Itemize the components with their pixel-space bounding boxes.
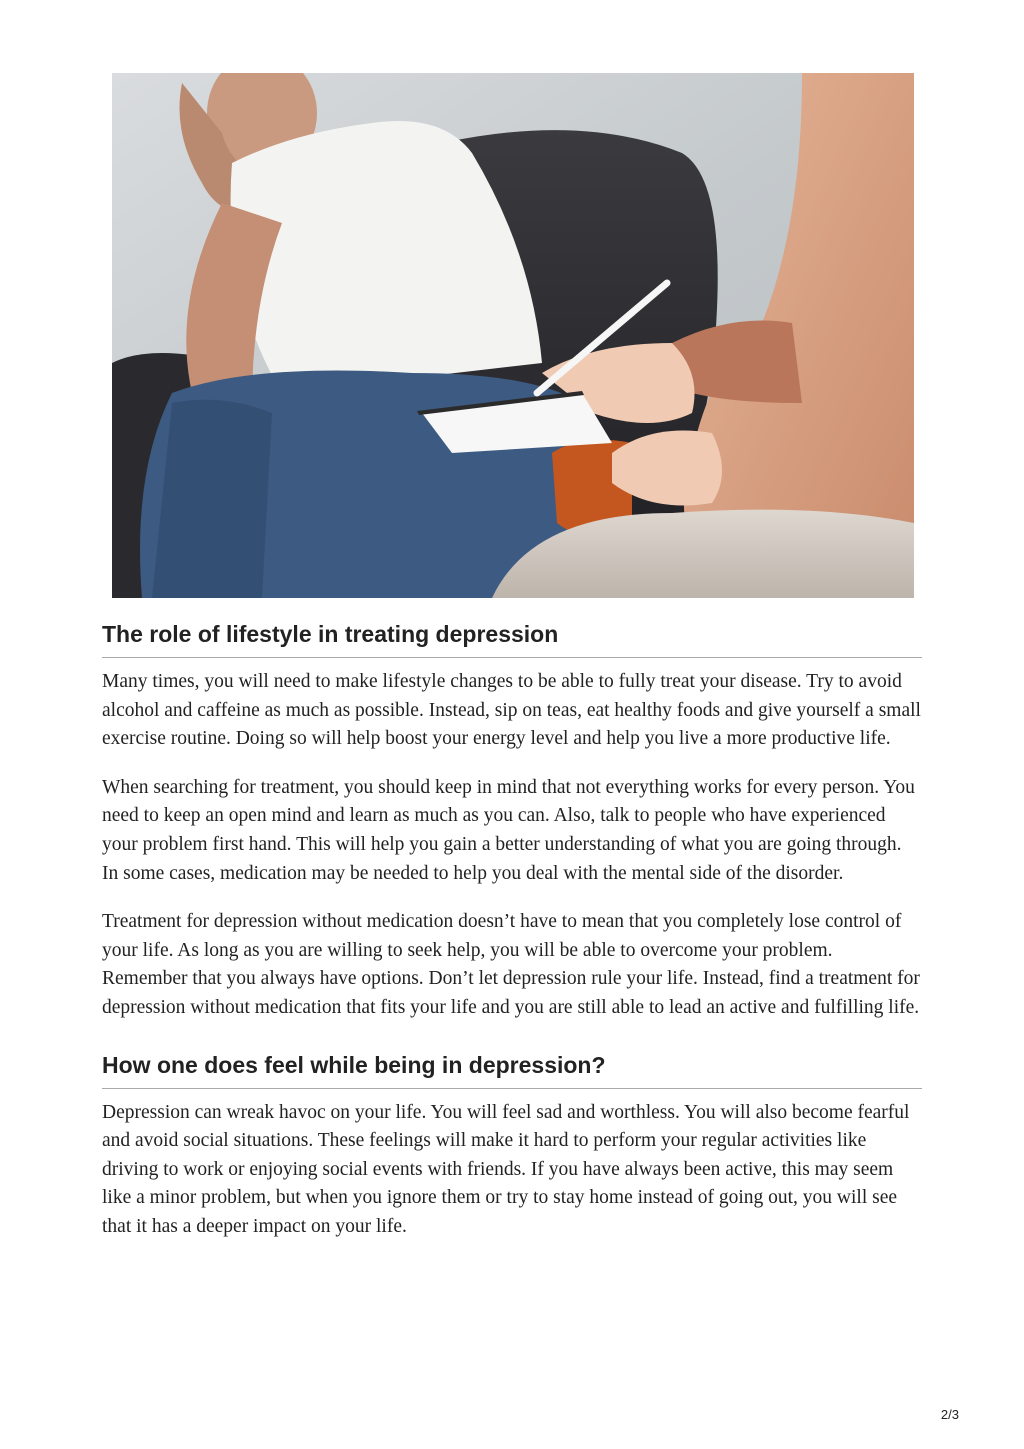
- paragraph: Treatment for depression without medication doesn’t have to mean that you completely lose control of your life. As long as you are willing to seek help, you will be able to overcome your problem. Remember that you always have options. Don’t let depression rule your life. Instead, find a treatment for depression without medication that fits your life and you are still able to lead an active and fulfilling life.: [102, 911, 920, 1018]
- photo-illustration: [112, 73, 914, 598]
- paragraph: When searching for treatment, you should keep in mind that not everything works for every person. You need to keep an open mind and learn as much as you can. Also, talk to people who have experienced your problem first hand. This will help you gain a better understanding of what you are going through. In some cases, medication may be needed to help you deal with the mental side of the disorder.: [102, 776, 915, 884]
- section-feelings: [102, 1043, 922, 1242]
- page-number: 2/3: [940, 1407, 959, 1422]
- therapy-session-photo: [112, 73, 914, 598]
- paragraph: Depression can wreak havoc on your life. You will feel sad and worthless. You will also become fearful and avoid social situations. These feelings will make it hard to perform your regular activities like driving to work or enjoying social events with friends. If you have always been active, this may seem like a minor problem, but when you ignore them or try to stay home instead of going out, you will see that it has a deeper impact on your life.: [102, 1101, 910, 1237]
- section-heading: How one does feel while being in depression?: [102, 1043, 922, 1089]
- section-heading: The role of lifestyle in treating depression: [102, 612, 922, 658]
- paragraph: Many times, you will need to make lifestyle changes to be able to fully treat your disease. Try to avoid alcohol and caffeine as much as possible. Instead, sip on teas, eat healthy foods and give yourself a small exercise routine. Doing so will help boost your energy level and help you live a more productive life.: [102, 671, 921, 750]
- section-lifestyle: [102, 612, 922, 1023]
- article-content: [102, 612, 922, 1242]
